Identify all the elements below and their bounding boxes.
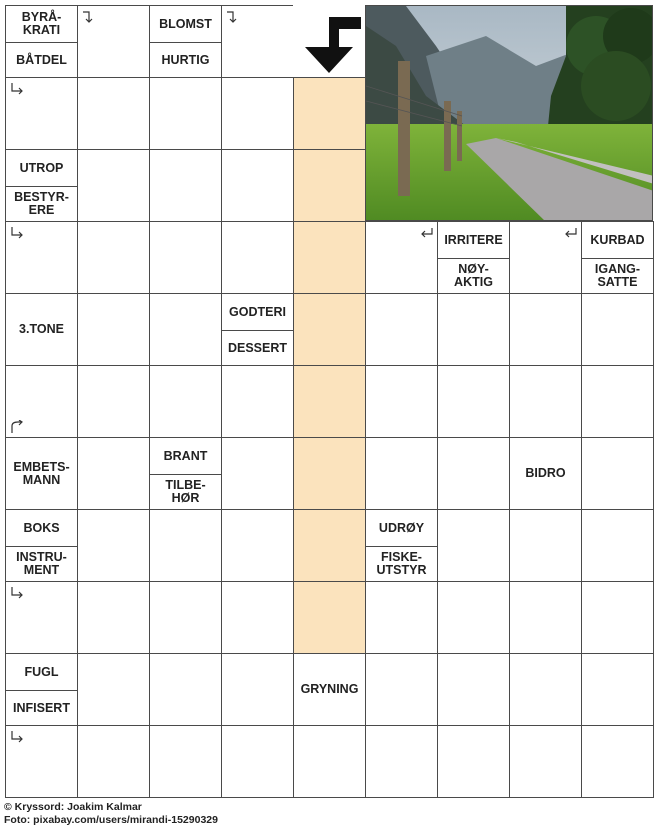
answer-cell[interactable] <box>509 725 582 798</box>
direction-arrow-icon <box>420 226 434 240</box>
clue-batdel: BÅTDEL <box>6 42 77 77</box>
credits <box>4 801 218 827</box>
landscape-photo-image <box>366 6 653 221</box>
answer-cell[interactable] <box>437 653 510 726</box>
clue-udroy: UDRØY <box>378 520 425 535</box>
clue-instrument: INSTRU- MENT <box>6 546 77 581</box>
answer-cell[interactable] <box>365 581 438 654</box>
answer-cell[interactable] <box>365 437 438 510</box>
clue-infisert: INFISERT <box>6 690 77 725</box>
clue-cell <box>437 221 510 294</box>
answer-cell[interactable] <box>221 365 294 438</box>
answer-cell[interactable] <box>437 365 510 438</box>
answer-cell[interactable] <box>581 365 654 438</box>
clue-cell <box>293 653 366 726</box>
answer-cell[interactable] <box>5 365 78 438</box>
clue-byrakrati: BYRÅ- KRATI <box>21 10 62 37</box>
answer-cell[interactable] <box>293 509 366 582</box>
clue-tilbehor: TILBE- HØR <box>150 474 221 509</box>
direction-arrow-icon <box>10 586 24 600</box>
answer-cell[interactable] <box>437 293 510 366</box>
answer-cell[interactable] <box>581 437 654 510</box>
direction-arrow-icon <box>564 226 578 240</box>
answer-cell[interactable] <box>221 509 294 582</box>
answer-cell[interactable] <box>77 293 150 366</box>
direction-arrow-icon <box>226 10 240 24</box>
crossword-grid <box>5 5 653 797</box>
clue-cell <box>581 221 654 294</box>
answer-cell[interactable] <box>581 653 654 726</box>
answer-cell[interactable] <box>509 221 582 294</box>
answer-cell[interactable] <box>221 149 294 222</box>
answer-cell[interactable] <box>509 581 582 654</box>
answer-cell[interactable] <box>77 5 150 78</box>
answer-cell[interactable] <box>365 221 438 294</box>
clue-cell <box>221 293 294 366</box>
clue-cell <box>5 509 78 582</box>
answer-cell[interactable] <box>437 581 510 654</box>
clue-fiskeutstyr: FISKE- UTSTYR <box>366 546 437 581</box>
answer-cell[interactable] <box>509 293 582 366</box>
clue-cell <box>509 437 582 510</box>
answer-cell[interactable] <box>77 509 150 582</box>
answer-cell[interactable] <box>509 653 582 726</box>
answer-cell[interactable] <box>293 365 366 438</box>
direction-arrow-icon <box>10 226 24 240</box>
clue-noyaktig: NØY- AKTIG <box>438 258 509 293</box>
landscape-photo <box>365 5 653 221</box>
clue-blomst: BLOMST <box>159 16 212 31</box>
answer-cell[interactable] <box>581 581 654 654</box>
answer-cell[interactable] <box>5 725 78 798</box>
clue-fugl: FUGL <box>24 664 59 679</box>
answer-cell[interactable] <box>365 653 438 726</box>
clue-kurbad: KURBAD <box>590 232 645 247</box>
answer-cell[interactable] <box>149 221 222 294</box>
clue-cell <box>365 509 438 582</box>
answer-cell[interactable] <box>77 437 150 510</box>
answer-cell[interactable] <box>293 149 366 222</box>
answer-cell[interactable] <box>293 725 366 798</box>
answer-cell[interactable] <box>149 293 222 366</box>
answer-cell[interactable] <box>77 77 150 150</box>
answer-cell[interactable] <box>77 149 150 222</box>
credit-author: © Kryssord: Joakim Kalmar <box>4 801 142 813</box>
answer-cell[interactable] <box>149 509 222 582</box>
direction-arrow-icon <box>82 10 96 24</box>
clue-bidro: BIDRO <box>525 466 566 480</box>
direction-arrow-icon <box>10 420 24 434</box>
clue-bestyrere: BESTYR- ERE <box>6 186 77 221</box>
answer-cell[interactable] <box>149 365 222 438</box>
direction-arrow-icon <box>10 730 24 744</box>
answer-cell[interactable] <box>509 509 582 582</box>
clue-cell <box>149 5 222 78</box>
answer-cell[interactable] <box>293 221 366 294</box>
direction-arrow-icon <box>10 82 24 96</box>
clue-dessert: DESSERT <box>222 330 293 365</box>
answer-cell[interactable] <box>437 509 510 582</box>
answer-cell[interactable] <box>365 725 438 798</box>
answer-cell[interactable] <box>149 149 222 222</box>
answer-cell[interactable] <box>437 725 510 798</box>
answer-cell[interactable] <box>293 581 366 654</box>
answer-cell[interactable] <box>5 581 78 654</box>
clue-cell <box>5 149 78 222</box>
answer-cell[interactable] <box>365 293 438 366</box>
clue-utrop: UTROP <box>19 160 64 175</box>
answer-cell[interactable] <box>149 77 222 150</box>
clue-gryning: GRYNING <box>300 682 359 696</box>
answer-cell[interactable] <box>77 365 150 438</box>
clue-tone3: 3.TONE <box>19 322 64 336</box>
clue-boks: BOKS <box>23 520 60 535</box>
clue-cell <box>149 437 222 510</box>
answer-cell[interactable] <box>293 77 366 150</box>
answer-cell[interactable] <box>77 653 150 726</box>
answer-cell[interactable] <box>221 653 294 726</box>
answer-cell[interactable] <box>221 437 294 510</box>
clue-cell <box>5 293 78 366</box>
answer-cell[interactable] <box>221 221 294 294</box>
clue-brant: BRANT <box>163 448 208 463</box>
answer-cell[interactable] <box>77 581 150 654</box>
answer-cell[interactable] <box>221 581 294 654</box>
answer-cell[interactable] <box>77 221 150 294</box>
clue-cell <box>5 437 78 510</box>
answer-cell[interactable] <box>581 293 654 366</box>
clue-embetsmann: EMBETS- MANN <box>13 459 70 487</box>
answer-cell[interactable] <box>149 653 222 726</box>
answer-cell[interactable] <box>149 581 222 654</box>
answer-cell[interactable] <box>365 365 438 438</box>
answer-cell[interactable] <box>437 437 510 510</box>
clue-irritere: IRRITERE <box>444 232 503 247</box>
answer-cell[interactable] <box>581 725 654 798</box>
answer-cell[interactable] <box>5 221 78 294</box>
clue-hurtig: HURTIG <box>150 42 221 77</box>
answer-cell[interactable] <box>77 725 150 798</box>
answer-cell[interactable] <box>293 293 366 366</box>
answer-cell[interactable] <box>509 365 582 438</box>
credit-photo: Foto: pixabay.com/users/mirandi-15290329 <box>4 814 218 826</box>
answer-cell[interactable] <box>221 77 294 150</box>
answer-cell[interactable] <box>221 5 294 78</box>
answer-cell[interactable] <box>149 725 222 798</box>
clue-cell <box>5 5 78 78</box>
clue-godteri: GODTERI <box>229 304 286 319</box>
answer-cell[interactable] <box>5 77 78 150</box>
answer-cell[interactable] <box>581 509 654 582</box>
clue-cell <box>5 653 78 726</box>
answer-cell[interactable] <box>221 725 294 798</box>
clue-igangsatte: IGANG- SATTE <box>582 258 653 293</box>
answer-cell[interactable] <box>293 437 366 510</box>
start-arrow-icon <box>297 13 363 77</box>
